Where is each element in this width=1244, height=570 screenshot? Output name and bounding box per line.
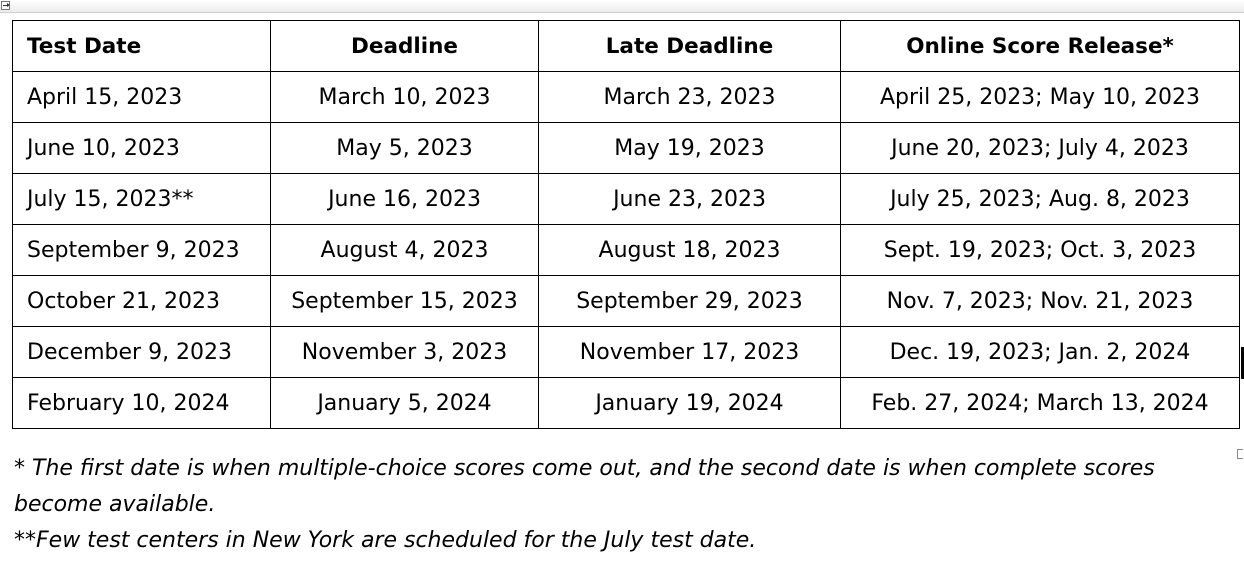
header-deadline: Deadline — [271, 21, 539, 72]
cell-late-deadline: November 17, 2023 — [539, 327, 841, 378]
cell-deadline: September 15, 2023 — [271, 276, 539, 327]
cell-test-date: April 15, 2023 — [13, 72, 271, 123]
cell-score-release: Feb. 27, 2024; March 13, 2024 — [841, 378, 1240, 429]
cell-score-release: Sept. 19, 2023; Oct. 3, 2023 — [841, 225, 1240, 276]
cell-score-release: Dec. 19, 2023; Jan. 2, 2024 — [841, 327, 1240, 378]
cell-test-date: June 10, 2023 — [13, 123, 271, 174]
cell-test-date: July 15, 2023** — [13, 174, 271, 225]
cell-late-deadline: June 23, 2023 — [539, 174, 841, 225]
cell-late-deadline: August 18, 2023 — [539, 225, 841, 276]
cell-test-date: February 10, 2024 — [13, 378, 271, 429]
footnote-july-test: **Few test centers in New York are scheduled for the July test date. — [14, 528, 757, 553]
cell-test-date: September 9, 2023 — [13, 225, 271, 276]
table-row — [13, 123, 1240, 174]
test-dates-table — [12, 20, 1240, 429]
cell-score-release: Nov. 7, 2023; Nov. 21, 2023 — [841, 276, 1240, 327]
editor-top-strip — [0, 0, 1244, 13]
cell-deadline: June 16, 2023 — [271, 174, 539, 225]
header-late-deadline: Late Deadline — [539, 21, 841, 72]
cell-deadline: January 5, 2024 — [271, 378, 539, 429]
cell-score-release: April 25, 2023; May 10, 2023 — [841, 72, 1240, 123]
header-online-score-release: Online Score Release* — [841, 21, 1240, 72]
cell-late-deadline: May 19, 2023 — [539, 123, 841, 174]
table-row — [13, 378, 1240, 429]
cell-deadline: November 3, 2023 — [271, 327, 539, 378]
footnotes — [14, 451, 1229, 559]
cell-score-release: July 25, 2023; Aug. 8, 2023 — [841, 174, 1240, 225]
cell-late-deadline: September 29, 2023 — [539, 276, 841, 327]
header-test-date: Test Date — [13, 21, 271, 72]
table-row — [13, 276, 1240, 327]
table-row — [13, 72, 1240, 123]
cell-deadline: March 10, 2023 — [271, 72, 539, 123]
table-header-row — [13, 21, 1240, 72]
cell-late-deadline: January 19, 2024 — [539, 378, 841, 429]
table-row — [13, 327, 1240, 378]
table-resize-handle-icon[interactable] — [1237, 449, 1243, 459]
cell-deadline: May 5, 2023 — [271, 123, 539, 174]
cell-test-date: October 21, 2023 — [13, 276, 271, 327]
cell-late-deadline: March 23, 2023 — [539, 72, 841, 123]
cell-deadline: August 4, 2023 — [271, 225, 539, 276]
table-row — [13, 174, 1240, 225]
cell-test-date: December 9, 2023 — [13, 327, 271, 378]
footnote-score-release: * The first date is when multiple-choice scores come out, and the second date is when complete scores become available. — [14, 456, 1155, 517]
table-row — [13, 225, 1240, 276]
table-move-handle-icon[interactable] — [1, 1, 10, 10]
cell-score-release: June 20, 2023; July 4, 2023 — [841, 123, 1240, 174]
